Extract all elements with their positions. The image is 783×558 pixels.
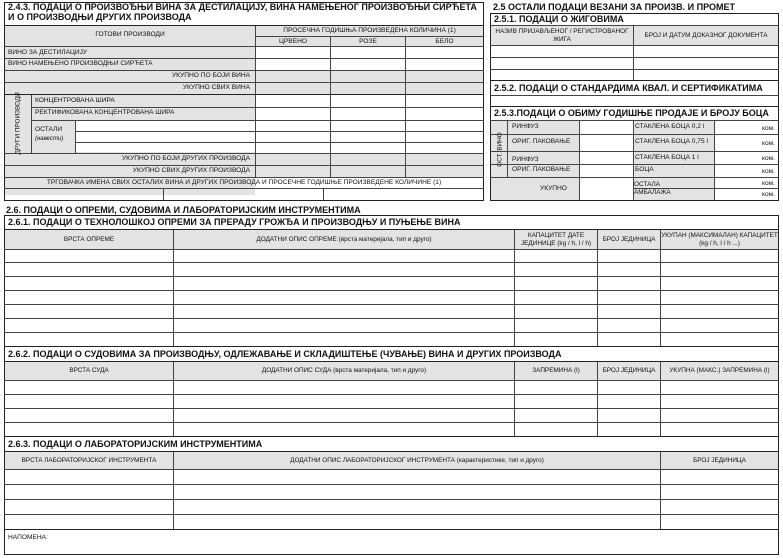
divider xyxy=(4,188,484,189)
s253-left-row-4: ОРИГ. ПАКОВАЊЕ xyxy=(512,166,571,173)
divider xyxy=(4,153,484,154)
section-253-title: 2.5.3.ПОДАЦИ О ОБИМУ ГОДИШЊЕ ПРОДАЈЕ И БРОЈУ БОЦА xyxy=(494,108,769,118)
other-others-note: (навести) xyxy=(35,136,64,142)
divider xyxy=(173,452,174,529)
divider xyxy=(4,276,779,277)
divider xyxy=(514,230,515,346)
s253-right-row-2: СТАКЛЕНА БОЦА 0,75 l xyxy=(635,138,708,145)
section-25-title: 2.5 ОСТАЛИ ПОДАЦИ ВЕЗАНИ ЗА ПРОИЗВ. И ПРОМЕТ xyxy=(493,2,735,12)
divider xyxy=(323,189,324,200)
divider xyxy=(4,469,779,470)
section-262-title: 2.6.2. ПОДАЦИ О СУДОВИМА ЗА ПРОИЗВОДЊУ, ОДЛЕЖАВАЊЕ И СКЛАДИШТЕЊЕ (ЧУВАЊЕ) ВИНА И ДРУГИХ ПРОИЗВОДА xyxy=(8,349,562,359)
divider xyxy=(4,436,779,437)
col-products-header: ГОТОВИ ПРОИЗВОДИ xyxy=(95,31,165,38)
s261-col5-header: УКУПАН (МАКСИМАЛАН) КАПАЦИТЕТ (kg / h, l / h ...) xyxy=(661,232,778,247)
s261-col1-header: ВРСТА ОПРЕМЕ xyxy=(63,235,115,243)
divider xyxy=(163,189,164,200)
s253-left-row-3: РИНФУЗ xyxy=(512,156,539,163)
divider xyxy=(31,107,484,108)
section-26-box xyxy=(4,215,779,555)
kom-5: ком. xyxy=(762,180,775,187)
divider xyxy=(4,529,779,530)
divider xyxy=(490,106,779,107)
row-total-color: УКУПНО ПО БОЈИ ВИНА xyxy=(171,72,250,79)
divider xyxy=(579,121,580,200)
kom-3: ком. xyxy=(762,155,775,162)
divider xyxy=(4,318,779,319)
s253-right-row-1: СТАКЛЕНА БОЦА 0,2 l xyxy=(635,123,705,130)
divider xyxy=(75,142,484,143)
s253-right-row-3: СТАКЛЕНА БОЦА 1 l xyxy=(635,154,699,161)
divider xyxy=(507,121,508,178)
section-252-title: 2.5.2. ПОДАЦИ О СТАНДАРДИМА КВАЛ. И СЕРТИФИКАТИМА xyxy=(494,83,763,93)
divider xyxy=(490,57,779,58)
row-total-all: УКУПНО СВИХ ВИНА xyxy=(182,84,250,91)
s263-col3-header: БРОЈ ЈЕДИНИЦА xyxy=(693,456,746,464)
divider xyxy=(75,121,76,153)
divider xyxy=(660,362,661,436)
divider xyxy=(633,26,634,80)
divider xyxy=(4,58,484,59)
divider xyxy=(173,230,174,346)
section-263-title: 2.6.3. ПОДАЦИ О ЛАБОРАТОРИЈСКИМ ИНСТРУМЕНТИМА xyxy=(8,439,263,449)
divider xyxy=(490,69,779,70)
divider xyxy=(256,36,483,37)
s261-col3-header: КАПАЦИТЕТ ДАТЕ ЈЕДИНИЦЕ (kg / h, l / h) xyxy=(520,232,592,247)
divider xyxy=(4,262,779,263)
divider xyxy=(4,290,779,291)
s253-right-row-4: БОЦА xyxy=(635,166,654,173)
col-white-header: БЕЛО xyxy=(435,38,454,45)
section-26-title: 2.6. ПОДАЦИ О ОПРЕМИ, СУДОВИМА И ЛАБОРАТОРИЈСКИМ ИНСТРУМЕНТИМА xyxy=(6,205,361,215)
section-261-title: 2.6.1. ПОДАЦИ О ТЕХНОЛОШКОЈ ОПРЕМИ ЗА ПРЕРАДУ ГРОЖЂА И ПРОИЗВОДЊУ И ПУЊЕЊЕ ВИНА xyxy=(8,217,461,227)
row-wine-distill: ВИНО ЗА ДЕСТИЛАЦИЈУ xyxy=(8,49,88,56)
divider xyxy=(634,188,779,189)
divider xyxy=(31,120,484,121)
divider xyxy=(660,230,661,346)
s253-left-row-1: РИНФУЗ xyxy=(512,123,539,130)
divider xyxy=(4,422,779,423)
note-label: НАПОМЕНА: xyxy=(8,534,48,541)
s253-right-row-5: ОСТАЛА АМБАЛАЖА xyxy=(634,181,671,196)
divider xyxy=(173,362,174,436)
col-avg-header: ПРОСЕЧНА ГОДИШЊА ПРОИЗВЕДЕНА КОЛИЧИНА (1) xyxy=(283,27,456,34)
divider xyxy=(597,362,598,436)
divider xyxy=(4,394,779,395)
kom-6: ком. xyxy=(762,191,775,198)
kom-2: ком. xyxy=(762,140,775,147)
s262-col2-header: ДОДАТНИ ОПИС СУДА (врста материјала, тип и друго) xyxy=(261,367,427,375)
divider xyxy=(490,80,779,81)
s253-total: УКУПНО xyxy=(540,185,567,192)
s253-left-row-2: ОРИГ. ПАКОВАЊЕ xyxy=(512,138,571,145)
divider xyxy=(490,164,779,165)
other-others: ОСТАЛИ xyxy=(35,126,63,133)
divider xyxy=(4,177,484,178)
kom-1: ком. xyxy=(762,125,775,132)
row-total-other-color: УКУПНО ПО БОЈИ ДРУГИХ ПРОИЗВОДА xyxy=(121,155,250,162)
divider xyxy=(490,134,779,135)
divider xyxy=(4,499,779,500)
input-shade-other xyxy=(76,121,255,152)
divider xyxy=(490,45,779,46)
divider xyxy=(31,95,32,153)
divider xyxy=(490,95,779,96)
col-red-header: ЦРВЕНО xyxy=(279,38,307,45)
divider xyxy=(255,26,256,177)
trade-names-header: ТРГОВАЧКА ИМЕНА СВИХ ОСТАЛИХ ВИНА И ДРУГИХ ПРОИЗВОДА И ПРОСЕЧНЕ ГОДИШЊЕ ПРОИЗВЕДЕНЕ КОЛИЧИНЕ (1) xyxy=(46,179,442,186)
divider xyxy=(597,230,598,346)
divider xyxy=(4,249,779,250)
divider xyxy=(4,82,484,83)
divider xyxy=(4,408,779,409)
divider xyxy=(4,332,779,333)
other-products-vertical-label: ДРУГИ ПРОИЗВОДИ xyxy=(14,92,22,155)
divider xyxy=(4,94,484,95)
s262-col4-header: БРОЈ ЈЕДИНИЦА xyxy=(602,367,656,375)
divider xyxy=(4,346,779,347)
other-rectified: РЕКТИФИКОВАНА КОНЦЕНТРОВАНА ШИРА xyxy=(35,109,175,116)
s262-col3-header: ЗАПРЕМИНА (l) xyxy=(532,367,580,375)
kom-4: ком. xyxy=(762,168,775,175)
divider xyxy=(4,304,779,305)
divider xyxy=(4,484,779,485)
divider xyxy=(514,362,515,436)
divider xyxy=(4,70,484,71)
other-concentrated: КОНЦЕНТРОВАНА ШИРА xyxy=(35,97,115,104)
s253-side-label: ОСТ. ВИНО xyxy=(496,132,504,167)
s262-col5-header: УКУПНА (МАКС.) ЗАПРЕМИНА (l) xyxy=(669,367,770,375)
divider xyxy=(660,452,661,529)
section-251-title: 2.5.1. ПОДАЦИ О ЖИГОВИМА xyxy=(494,14,624,24)
row-total-other-all: УКУПНО СВИХ ДРУГИХ ПРОИЗВОДА xyxy=(132,167,250,174)
col-rose-header: РОЗЕ xyxy=(359,38,377,45)
divider xyxy=(4,514,779,515)
s251-col2-header: БРОЈ И ДАТУМ ДОКАЗНОГ ДОКУМЕНТА xyxy=(644,31,768,39)
divider xyxy=(4,165,484,166)
s261-col2-header: ДОДАТНИ ОПИС ОПРЕМЕ (врста материјала, тип и друго) xyxy=(256,235,432,243)
divider xyxy=(490,151,779,152)
section-243-title-2: И О ПРОИЗВОДЊИ ДРУГИХ ПРОИЗВОДА xyxy=(8,12,192,22)
row-wine-vinegar: ВИНО НАМЕЊЕНО ПРОИЗВОДЊИ СИРЋЕТА xyxy=(8,60,153,67)
section-243-title-1: 2.4.3. ПОДАЦИ О ПРОИЗВОЂЊИ ВИНА ЗА ДЕСТИЛАЦИЈУ, ВИНА НАМЕЊЕНОГ ПРОИЗВОЂЊИ СИРЋЕТА xyxy=(8,2,477,12)
s251-col1-header: НАЗИВ ПРИЈАВЉЕНОГ / РЕГИСТРОВАНОГ ЖИГА xyxy=(495,28,629,43)
s261-col4-header: БРОЈ ЈЕДИНИЦА xyxy=(602,235,656,243)
s263-col2-header: ДОДАТНИ ОПИС ЛАБОРАТОРИЈСКОГ ИНСТРУМЕНТА (карактеристике, тип и друго) xyxy=(290,456,544,464)
s262-col1-header: ВРСТА СУДА xyxy=(69,367,109,375)
divider xyxy=(75,131,484,132)
divider xyxy=(4,380,779,381)
s263-col1-header: ВРСТА ЛАБОРАТОРИЈСКОГ ИНСТРУМЕНТА xyxy=(21,456,157,464)
